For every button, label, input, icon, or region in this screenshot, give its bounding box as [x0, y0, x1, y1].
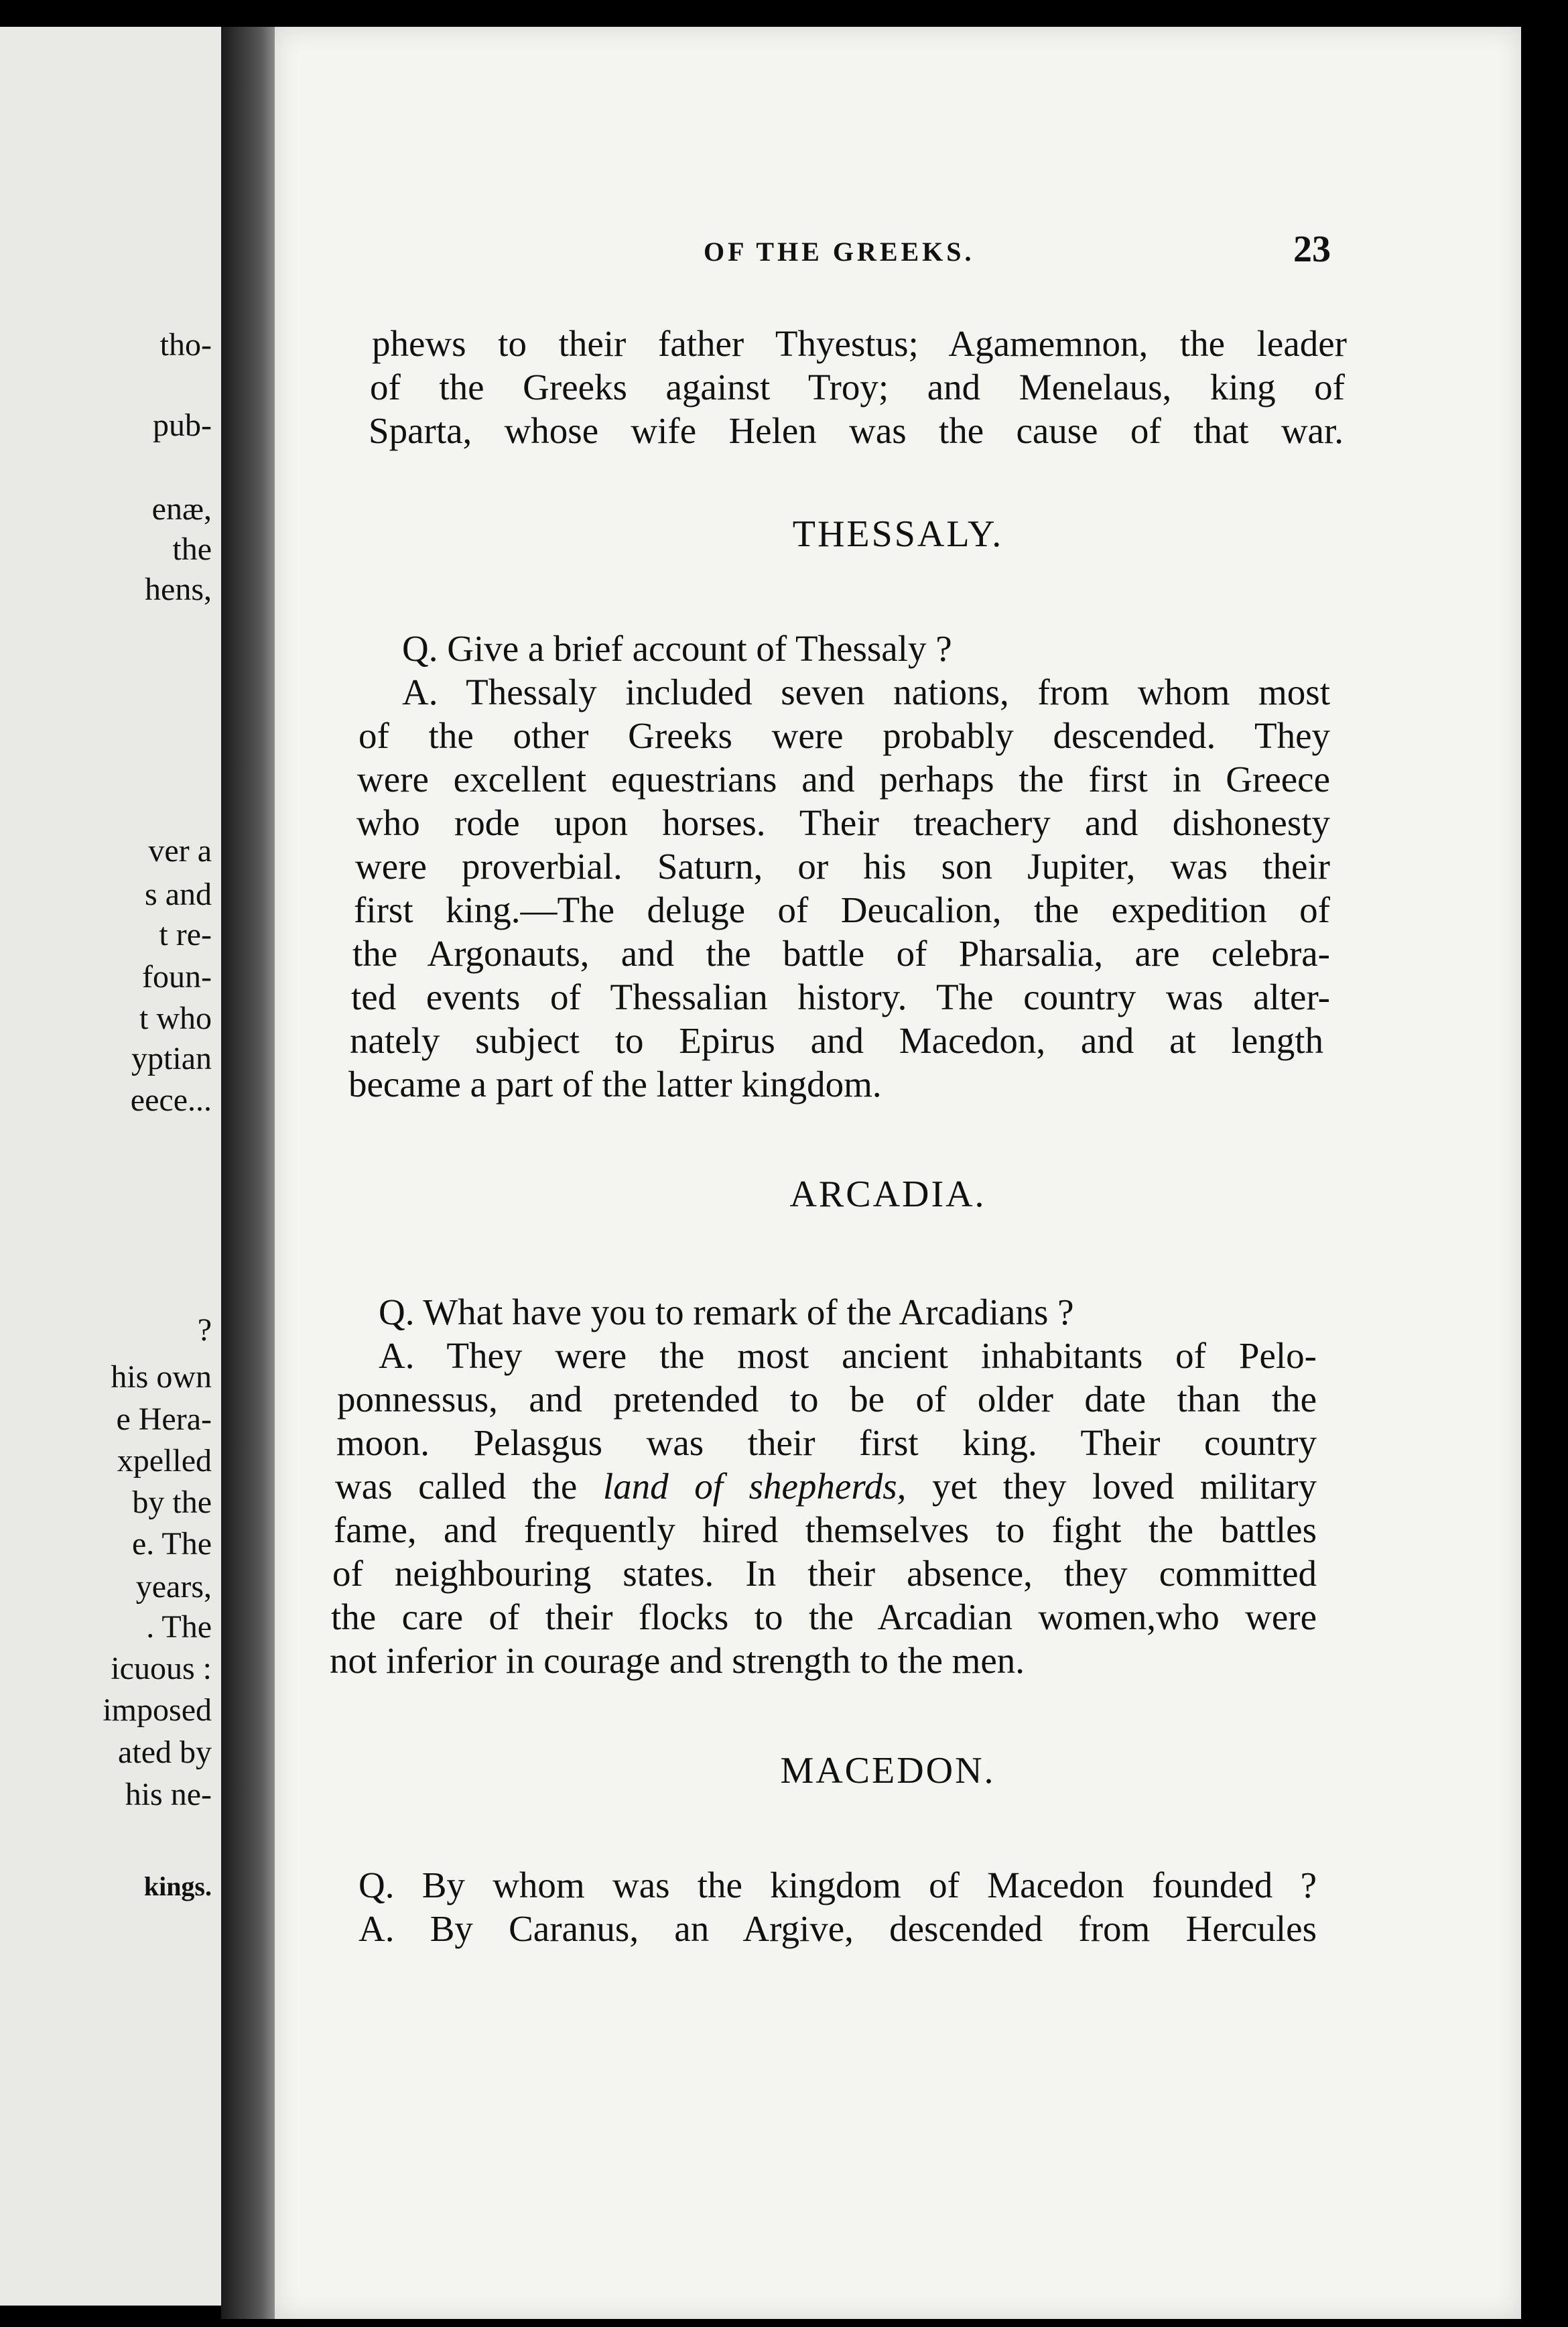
text-line: nately subject to Epirus and Macedon, and at length [350, 1020, 1323, 1061]
section-heading-arcadia: ARCADIA. [789, 1174, 986, 1215]
left-fragment: e Hera- [116, 1401, 212, 1437]
left-fragment: enæ, [151, 491, 212, 527]
text-line: of the Greeks against Troy; and Menelaus, king of [370, 367, 1345, 407]
text-line: fame, and frequently hired themselves to fight the battles [334, 1509, 1317, 1550]
left-fragment: by the [132, 1485, 212, 1520]
text-line: ted events of Thessalian history. The country was alter- [351, 977, 1330, 1017]
left-fragment: the [172, 531, 212, 567]
left-fragment: icuous : [111, 1651, 212, 1686]
answer-line: A. Thessaly included seven nations, from whom most [402, 672, 1330, 712]
left-facing-page [0, 27, 225, 2306]
section-heading-macedon: MACEDON. [780, 1750, 996, 1791]
left-fragment: foun- [142, 959, 212, 995]
left-fragment: t re- [159, 917, 212, 952]
left-fragment: pub- [153, 407, 212, 443]
left-fragment: hens, [145, 572, 212, 607]
left-fragment: yptian [131, 1041, 212, 1076]
question-line: Q. What have you to remark of the Arcadians ? [379, 1292, 1074, 1332]
text-line: became a part of the latter kingdom. [348, 1064, 882, 1105]
left-fragment: ? [197, 1312, 212, 1348]
left-fragment: xpelled [117, 1443, 212, 1479]
text-segment: was called the [335, 1466, 603, 1507]
left-fragment: eece... [130, 1082, 212, 1118]
text-line: were excellent equestrians and perhaps the first in Greece [357, 759, 1330, 800]
text-line: phews to their father Thyestus; Agamemnon, the leader [372, 323, 1347, 364]
question-line: Q. Give a brief account of Thessaly ? [402, 628, 952, 669]
left-fragment: . The [146, 1609, 212, 1645]
text-line: Sparta, whose wife Helen was the cause of that war. [369, 410, 1344, 451]
left-fragment: kings. [143, 1871, 212, 1901]
left-fragment: his ne- [125, 1777, 212, 1812]
text-line: of neighbouring states. In their absence, they committed [332, 1553, 1317, 1594]
left-fragment: his own [111, 1359, 212, 1395]
text-line: of the other Greeks were probably descended. They [358, 715, 1330, 756]
left-fragment: years, [135, 1569, 212, 1605]
question-line: Q. By whom was the kingdom of Macedon founded ? [358, 1865, 1317, 1905]
text-line: the care of their flocks to the Arcadian women,who were [331, 1596, 1317, 1637]
left-fragment: s and [145, 877, 212, 912]
text-line: were proverbial. Saturn, or his son Jupiter, was their [355, 846, 1330, 887]
book-page [275, 27, 1521, 2319]
answer-line: A. They were the most ancient inhabitants of Pelo- [379, 1335, 1317, 1376]
italic-phrase: land of shepherds, [602, 1466, 907, 1507]
left-fragment: t who [139, 1001, 212, 1036]
text-line: the Argonauts, and the battle of Pharsalia, are celebra- [352, 933, 1330, 974]
text-line: who rode upon horses. Their treachery and dishonesty [356, 802, 1330, 843]
book-gutter [221, 27, 275, 2319]
page-number: 23 [1293, 229, 1331, 270]
text-line: ponnessus, and pretended to be of older date than the [337, 1379, 1317, 1420]
text-segment: yet they loved military [906, 1466, 1317, 1507]
running-head: OF THE GREEKS. [704, 237, 975, 267]
left-fragment: e. The [131, 1526, 212, 1562]
left-fragment: ver a [148, 833, 212, 869]
left-fragment: tho- [159, 327, 212, 363]
left-fragment: ated by [118, 1735, 212, 1770]
text-line: moon. Pelasgus was their first king. Their country [336, 1422, 1317, 1463]
text-line-with-italic [335, 1464, 1317, 1509]
text-line: first king.—The deluge of Deucalion, the expedition of [354, 889, 1330, 930]
left-fragment: imposed [103, 1692, 212, 1728]
text-line: not inferior in courage and strength to the men. [330, 1640, 1025, 1681]
section-heading-thessaly: THESSALY. [792, 513, 1004, 555]
answer-line: A. By Caranus, an Argive, descended from Hercules [358, 1908, 1317, 1949]
